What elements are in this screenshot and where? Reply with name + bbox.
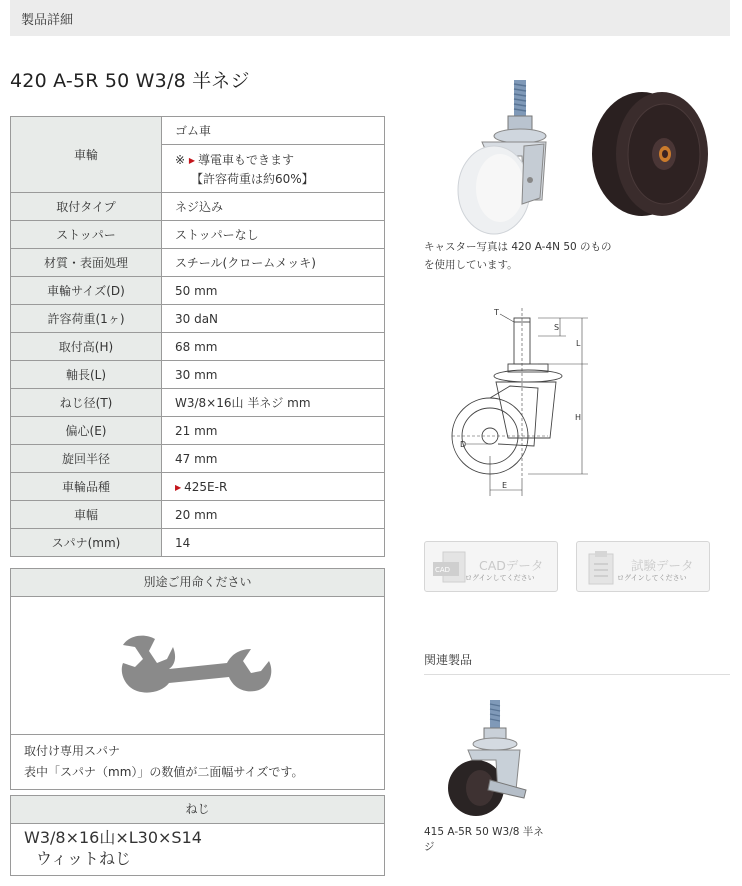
spec-label: ねじ径(T) — [11, 389, 162, 417]
spec-label: スパナ(mm) — [11, 529, 162, 557]
spec-row — [11, 193, 385, 221]
spec-value: ストッパーなし — [162, 221, 385, 249]
spec-label: 取付高(H) — [11, 333, 162, 361]
spec-value: 21 mm — [162, 417, 385, 445]
cad-data-button[interactable] — [424, 541, 558, 592]
spec-row — [11, 445, 385, 473]
spec-row — [11, 361, 385, 389]
spec-row — [11, 305, 385, 333]
svg-text:CAD: CAD — [435, 566, 451, 574]
spec-value: 68 mm — [162, 333, 385, 361]
wheel-photo — [584, 84, 714, 224]
spec-label: 車輪サイズ(D) — [11, 277, 162, 305]
cad-button-title: CADデータ — [479, 558, 544, 573]
spec-row — [11, 221, 385, 249]
thread-spec: W3/8×16山×L30×S14 — [24, 828, 202, 847]
spec-row — [11, 529, 385, 557]
clipboard-icon — [585, 550, 619, 586]
spec-value: 30 mm — [162, 361, 385, 389]
spec-label: 許容荷重(1ヶ) — [11, 305, 162, 333]
spec-value: スチール(クロームメッキ) — [162, 249, 385, 277]
spec-row — [11, 473, 385, 501]
spec-value: 30 daN — [162, 305, 385, 333]
spec-label: 取付タイプ — [11, 193, 162, 221]
spec-row — [11, 249, 385, 277]
diagram-label-s: S — [554, 323, 560, 332]
section-title: 製品詳細 — [21, 13, 74, 28]
spec-row — [11, 417, 385, 445]
dimension-diagram — [438, 306, 598, 501]
spec-label: 車輪 — [11, 117, 162, 193]
test-data-button[interactable] — [576, 541, 710, 592]
spec-value: W3/8×16山 半ネジ mm — [162, 389, 385, 417]
spec-value: 14 — [162, 529, 385, 557]
thread-type: ウィットねじ — [36, 849, 132, 868]
spec-label: ストッパー — [11, 221, 162, 249]
spec-value: 47 mm — [162, 445, 385, 473]
wheel-type-link[interactable]: 425E-R — [184, 479, 228, 494]
thread-box-title: ねじ — [11, 796, 384, 824]
test-button-title: 試験データ — [631, 558, 694, 573]
spec-value: ネジ込み — [162, 193, 385, 221]
spec-value: 20 mm — [162, 501, 385, 529]
spec-label: 車輪品種 — [11, 473, 162, 501]
spec-row — [11, 277, 385, 305]
note-load-text: 【許容荷重は約60%】 — [191, 171, 314, 186]
spanner-image — [11, 597, 384, 735]
spec-label: 旋回半径 — [11, 445, 162, 473]
section-header — [10, 0, 730, 36]
spec-table — [10, 116, 385, 557]
note-prefix: ※ — [175, 152, 186, 167]
wheel-note — [162, 145, 385, 193]
diagram-label-e: E — [502, 481, 508, 490]
photo-caption: キャスター写真は 420 A-4N 50 のものを使用しています。 — [424, 241, 612, 271]
spec-row — [11, 389, 385, 417]
diagram-label-l: L — [576, 339, 581, 348]
cad-button-sub: ログインしてください — [465, 574, 535, 582]
spec-value: ゴム車 — [162, 117, 385, 145]
spec-label: 材質・表面処理 — [11, 249, 162, 277]
spec-value — [162, 473, 385, 501]
diagram-label-t: T — [494, 308, 499, 317]
spec-row — [11, 333, 385, 361]
diagram-label-d: D — [460, 440, 467, 449]
spec-label: 軸長(L) — [11, 361, 162, 389]
diagram-label-h: H — [575, 413, 582, 422]
spanner-icon — [119, 633, 277, 695]
spec-value: 50 mm — [162, 277, 385, 305]
caster-photo — [424, 76, 574, 236]
spanner-box-title: 別途ご用命ください — [11, 569, 384, 597]
spec-row-wheel — [11, 117, 385, 145]
spec-row — [11, 501, 385, 529]
spec-label: 偏心(E) — [11, 417, 162, 445]
arrow-icon: ▶ — [188, 155, 196, 165]
product-title: 420 A-5R 50 W3/8 半ネジ — [10, 70, 250, 92]
divider — [424, 674, 730, 675]
spanner-desc-line1: 取付け専用スパナ — [24, 744, 121, 758]
conductive-wheel-link[interactable]: 導電車もできます — [198, 152, 295, 167]
spanner-desc-line2: 表中「スパナ（mm）」の数値が二面幅サイズです。 — [24, 765, 304, 779]
arrow-icon: ▶ — [175, 482, 182, 492]
spec-label: 車幅 — [11, 501, 162, 529]
test-button-sub: ログインしてください — [617, 574, 687, 582]
related-products-title: 関連製品 — [424, 653, 473, 667]
thread-box — [10, 795, 385, 876]
related-product-image[interactable] — [440, 698, 530, 818]
related-product-link[interactable]: 415 A-5R 50 W3/8 半ネジ — [424, 826, 544, 853]
spanner-box — [10, 568, 385, 790]
